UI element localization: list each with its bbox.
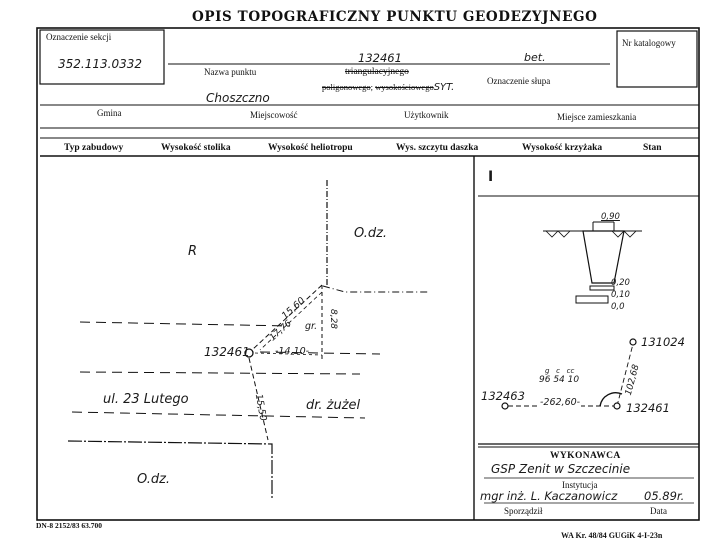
point-name-label: Nazwa punktu <box>204 67 257 77</box>
place-value: Choszczno <box>206 91 270 105</box>
map-label-odz-bottom: O.dz. <box>137 472 171 487</box>
date-value: 05.89r. <box>644 489 685 503</box>
commune-label: Gmina <box>97 108 122 118</box>
col-header-roof-height: Wys. szczytu daszka <box>396 143 479 153</box>
author-value: mgr inż. L. Kaczanowicz <box>480 489 618 503</box>
col-header-cross-height: Wysokość krzyżaka <box>522 143 603 153</box>
section-value: 352.113.0332 <box>58 57 142 71</box>
dim-020: 0,20 <box>611 278 630 288</box>
dim-00: 0,0 <box>611 302 625 312</box>
detail-point-ne: 131024 <box>641 335 685 349</box>
detail-roman: I <box>488 169 494 185</box>
point-type <box>322 82 454 93</box>
author-label: Sporządził <box>504 506 543 516</box>
user-label: Użytkownik <box>404 110 449 120</box>
type-separator: ; <box>370 82 374 92</box>
dist-10268: 102,68 <box>623 363 642 397</box>
right-code: WA Kr. 48/84 GUGiK 4-I-23n <box>561 531 663 540</box>
angle-units: g c cc <box>545 367 575 375</box>
map-label-odz-top: O.dz. <box>354 226 388 241</box>
page-title: OPIS TOPOGRAFICZNY PUNKTU GEODEZYJNEGO <box>192 9 598 25</box>
label-gr: gr. <box>305 321 318 332</box>
dist-1550: 15,50 <box>252 393 269 422</box>
dist-828: 8,28 <box>328 308 339 330</box>
type-polygon: poligonowego <box>322 82 371 92</box>
type-triangulation: triangulacyjnego <box>345 67 409 77</box>
road-label: dr. żużel <box>306 398 361 413</box>
depth-090: 0,90 <box>601 212 620 222</box>
detail-point-w: 132463 <box>481 389 525 403</box>
dist-1410: -14,10- <box>275 346 310 357</box>
dist-1776: 17,76 <box>267 318 294 344</box>
detail-point-main: 132461 <box>626 401 670 415</box>
col-header-building-type: Typ zabudowy <box>64 143 124 153</box>
point-number: 132461 <box>358 51 402 65</box>
col-header-heliotrope-height: Wysokość heliotropu <box>268 143 353 153</box>
left-code: DN-8 2152/83 63.700 <box>36 521 103 530</box>
point-suffix: bet. <box>524 51 546 64</box>
map-label-r: R <box>188 244 198 259</box>
col-header-state: Stan <box>643 143 662 153</box>
residence-label: Miejsce zamieszkania <box>557 112 637 122</box>
street-label: ul. 23 Lutego <box>103 392 189 407</box>
angle-value: 96 54 10 <box>539 375 580 385</box>
dist-26260: -262,60- <box>540 397 581 408</box>
catalog-label: Nr katalogowy <box>622 38 676 48</box>
map-point-label: 132461 <box>204 345 250 359</box>
institution-label: Instytucja <box>562 480 598 490</box>
type-handwritten: SYT. <box>433 82 455 93</box>
contractor-label: WYKONAWCA <box>550 451 621 461</box>
col-header-table-height: Wysokość stolika <box>161 143 231 153</box>
place-label: Miejscowość <box>250 110 298 120</box>
date-label: Data <box>650 506 667 516</box>
type-height: wysokościowego <box>375 82 434 92</box>
section-label: Oznaczenie sekcji <box>46 32 112 42</box>
dim-010: 0,10 <box>611 290 630 300</box>
dist-1560: 15,60 <box>279 295 308 322</box>
post-label: Oznaczenie słupa <box>487 76 551 86</box>
contractor-value: GSP Zenit w Szczecinie <box>491 462 631 476</box>
